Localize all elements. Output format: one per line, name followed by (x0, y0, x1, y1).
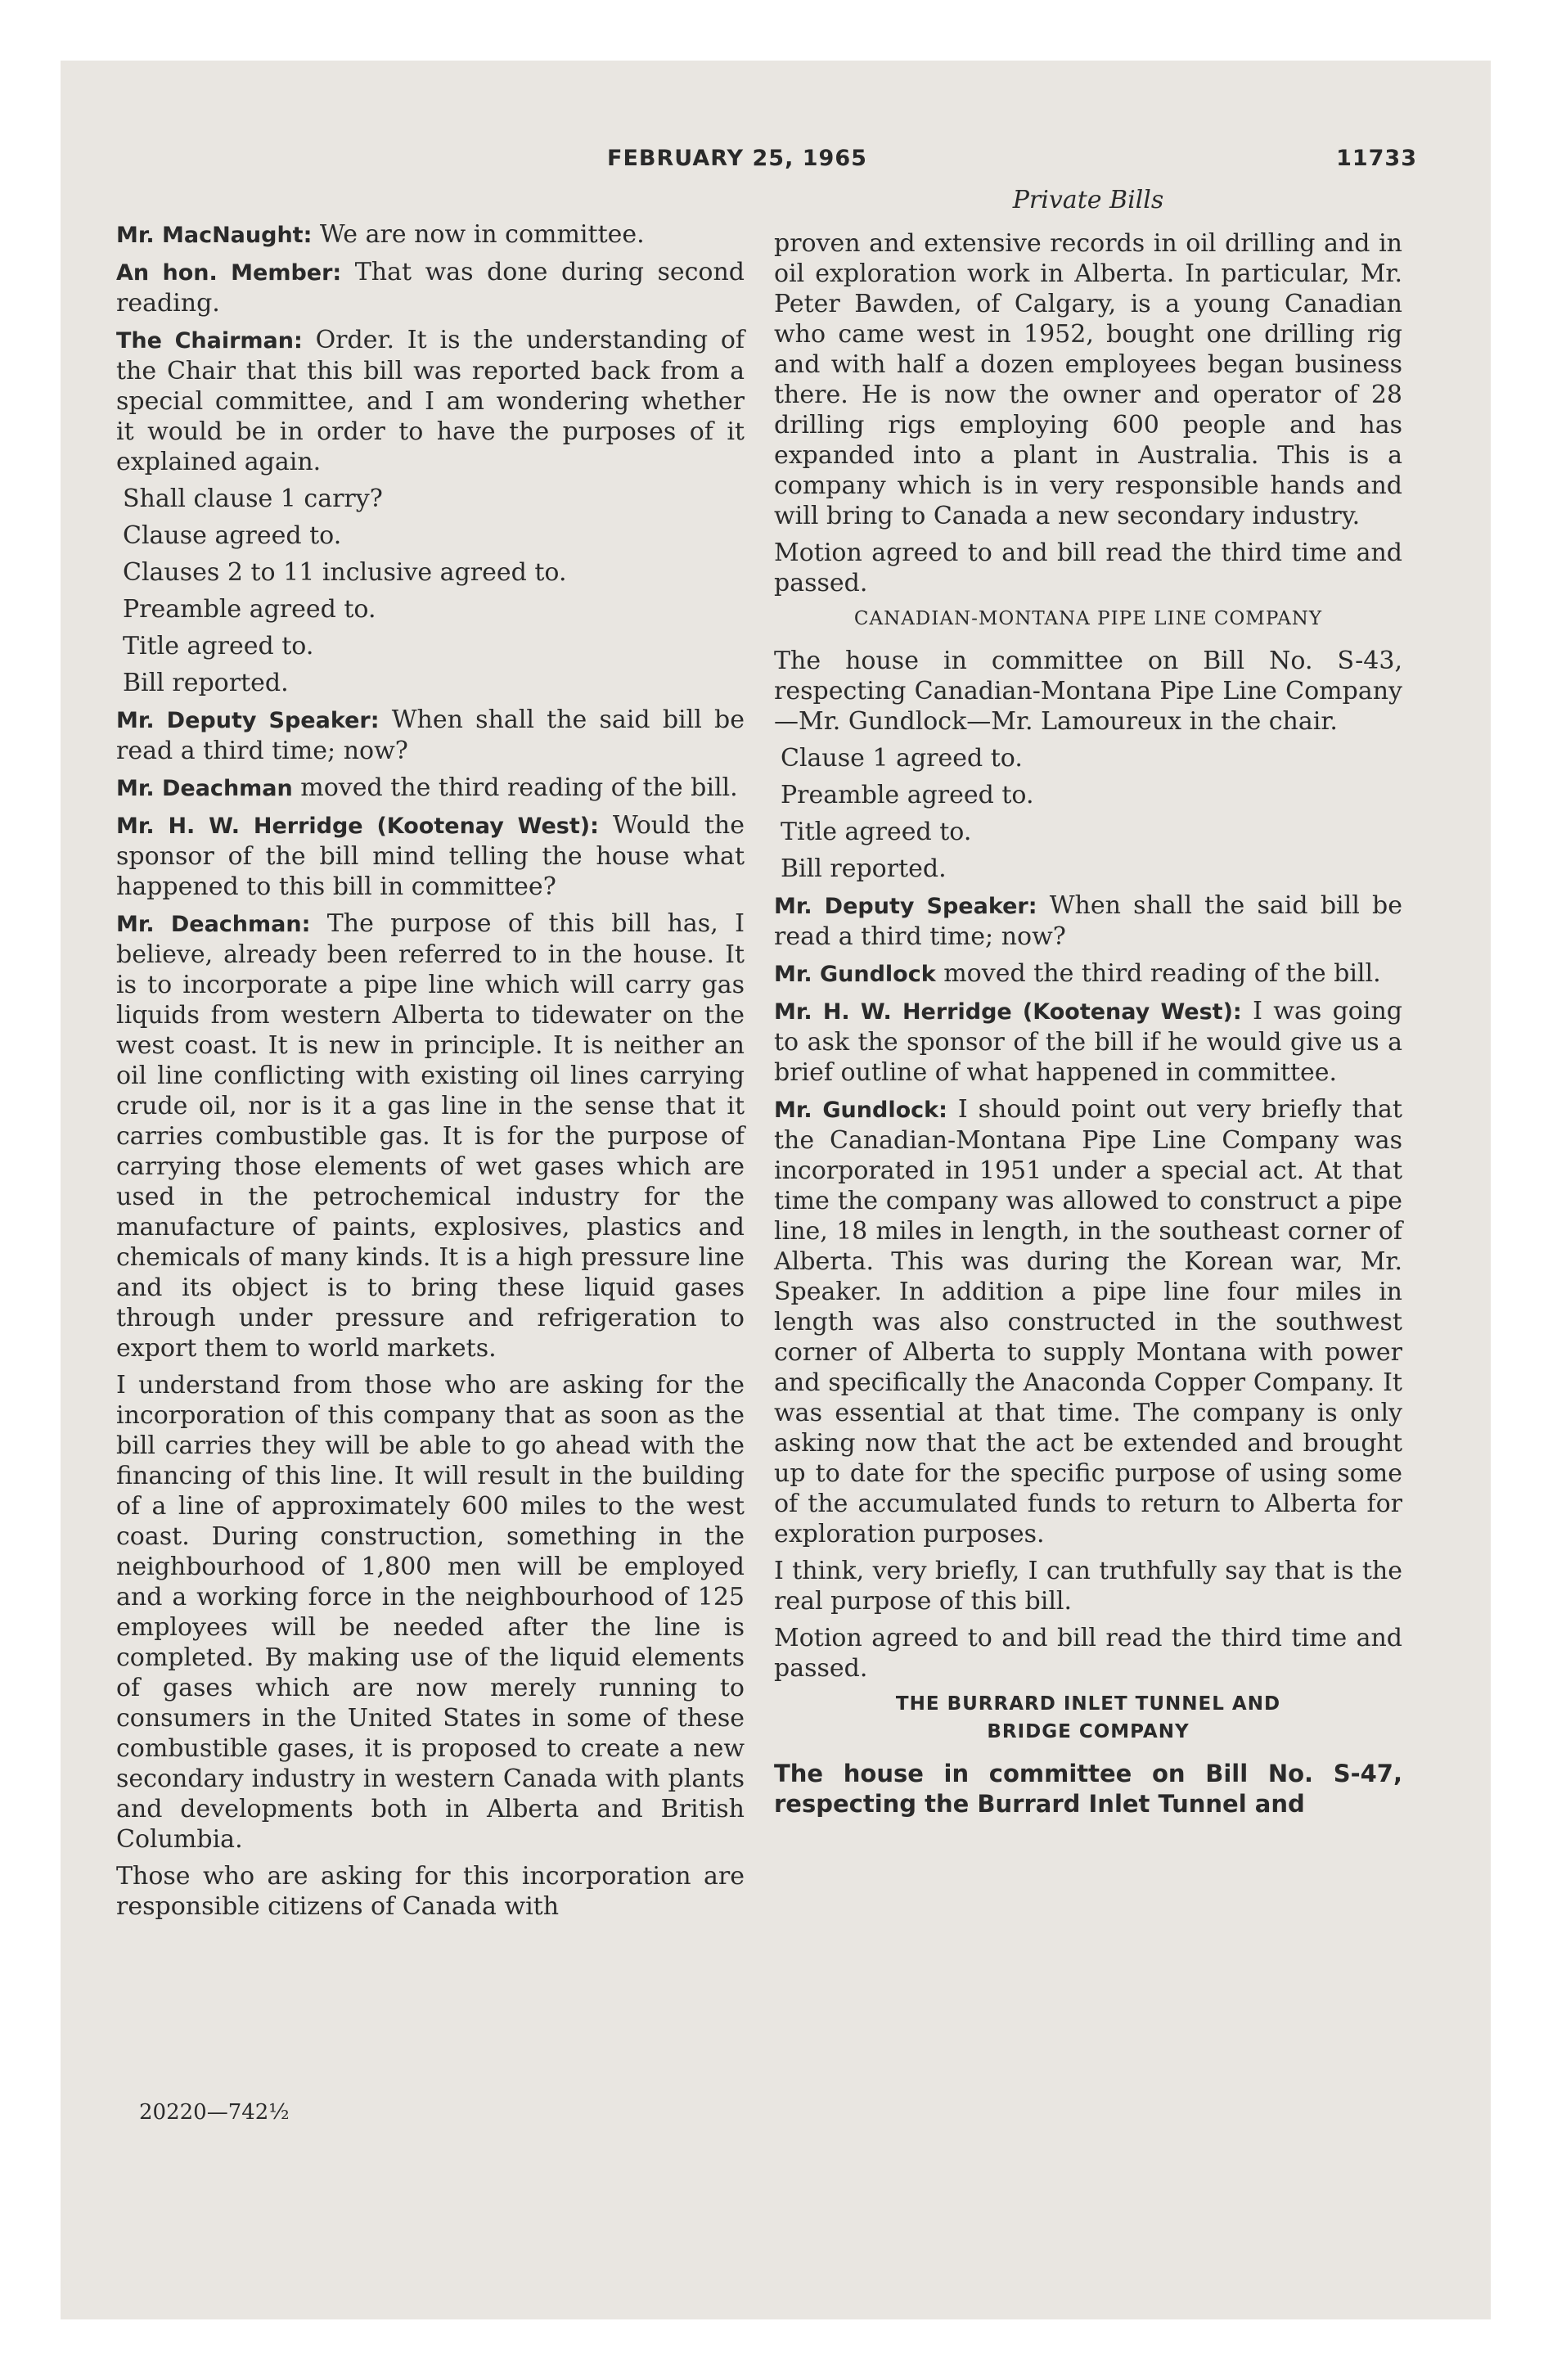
page-date: FEBRUARY 25, 1965 (607, 146, 867, 171)
speech-text: We are now in committee. (312, 220, 645, 249)
paragraph (116, 705, 745, 766)
procedure-line: Clause 1 agreed to. (781, 744, 1023, 773)
right-column (774, 185, 1402, 1826)
speaker-name: Mr. Deputy Speaker: (774, 894, 1037, 919)
speech-text: That was done during second reading. (116, 258, 745, 318)
paragraph (116, 257, 745, 318)
speaker-name: Mr. Gundlock: (774, 1098, 947, 1123)
paragraph (774, 958, 1402, 989)
paragraph (116, 219, 745, 250)
speaker-name: Mr. MacNaught: (116, 223, 313, 248)
speech-text: Would the sponsor of the bill mind telling the house what happened to this bill in committee? (116, 811, 745, 901)
heading-line: THE BURRARD INLET TUNNEL AND (895, 1693, 1281, 1715)
speech-text: I should point out very briefly that the Canadian-Montana Pipe Line Company was incorporated in 1951 under a special act. At that time the company was allowed to construct a pipe line, 18 miles in length, in the southeast corner of Alberta. This was during the Korean war, Mr. Speaker. In addition a pipe line four miles in length was also constructed in the southwest corner of Alberta to supply Montana with power and specifically the Anaconda Copper Company. It was essential at that time. The company is only asking now that the act be extended and brought up to date for the specific purpose of using some of the accumulated funds to return to Alberta for exploration purposes. (774, 1095, 1402, 1548)
speaker-name: Mr. Gundlock (774, 962, 936, 987)
paragraph: proven and extensive records in oil drilling and in oil exploration work in Alberta. In particular, Mr. Peter Bawden, of Calgary, is a young Canadian who came west in 1952, bought one drilling rig and with half a dozen employees began business there. He is now the owner and operator of 28 drilling rigs employing 600 people and has expanded into a plant in Australia. This is a company which is in very responsible hands and will bring to Canada a new secondary industry. (774, 229, 1402, 530)
speech-text: moved the third reading of the bill. (935, 959, 1381, 988)
paragraph (116, 773, 745, 804)
paragraph (774, 890, 1402, 952)
heading-line: BRIDGE COMPANY (987, 1721, 1190, 1742)
speaker-name: Mr. Deachman: (116, 912, 311, 937)
procedure-line: Bill reported. (123, 669, 289, 697)
footer-code: 20220—742½ (139, 2100, 290, 2125)
section-heading (774, 1690, 1402, 1746)
procedure-line: Clauses 2 to 11 inclusive agreed to. (123, 558, 567, 587)
speaker-name: Mr. H. W. Herridge (Kootenay West): (774, 999, 1242, 1025)
procedure-line: Clause agreed to. (123, 521, 342, 550)
speaker-name: Mr. Deachman (116, 776, 293, 801)
left-column (116, 219, 745, 1928)
procedure-line: Preamble agreed to. (123, 595, 376, 624)
paragraph: Those who are asking for this incorporation are responsible citizens of Canada with (116, 1862, 745, 1921)
paragraph (116, 325, 745, 477)
paragraph (774, 996, 1402, 1088)
procedure-line: Title agreed to. (781, 818, 972, 846)
section-heading: CANADIAN-MONTANA PIPE LINE COMPANY (853, 608, 1323, 629)
speech-text: I was going to ask the sponsor of the bill if he would give us a brief outline of what happened in committee. (774, 997, 1402, 1087)
paragraph (116, 908, 745, 1364)
paragraph (116, 810, 745, 902)
speech-text: When shall the said bill be read a third time; now? (116, 705, 745, 765)
paragraph: I think, very briefly, I can truthfully say that is the real purpose of this bill. (774, 1557, 1402, 1616)
paragraph: The house in committee on Bill No. S-43, respecting Canadian-Montana Pipe Line Company—Mr. Gundlock—Mr. Lamoureux in the chair. (774, 647, 1402, 736)
procedure-line: Shall clause 1 carry? (123, 485, 383, 513)
paragraph: The house in committee on Bill No. S-47, respecting the Burrard Inlet Tunnel and (774, 1760, 1402, 1818)
procedure-line: Title agreed to. (123, 632, 314, 660)
speech-text: Order. It is the understanding of the Chair that this bill was reported back from a special committee, and I am wondering whether it would be in order to have the purposes of it explained again. (116, 326, 745, 476)
running-head: Private Bills (1012, 186, 1164, 214)
speaker-name: Mr. Deputy Speaker: (116, 708, 380, 733)
page-header (116, 146, 1417, 187)
procedure-line: Preamble agreed to. (781, 781, 1034, 809)
speaker-name: Mr. H. W. Herridge (Kootenay West): (116, 814, 599, 839)
speaker-name: The Chairman: (116, 328, 303, 354)
speaker-name: An hon. Member: (116, 260, 342, 286)
procedure-line: Bill reported. (781, 854, 947, 883)
paragraph: Motion agreed to and bill read the third time and passed. (774, 539, 1402, 597)
speech-text: When shall the said bill be read a third time; now? (774, 891, 1402, 951)
paragraph: Motion agreed to and bill read the third time and passed. (774, 1624, 1402, 1683)
speech-text: moved the third reading of the bill. (292, 773, 738, 802)
speech-text: The purpose of this bill has, I believe, already been referred to in the house. It is to incorporate a pipe line which will carry gas liquids from western Alberta to tidewater on the west coast. It is new in principle. It is neither an oil line conflicting with existing oil lines carrying crude oil, nor is it a gas line in the sense that it carries combustible gas. It is for the purpose of carrying those elements of wet gases which are used in the petrochemical industry for the manufacture of paints, explosives, plastics and chemicals of many kinds. It is a high pressure line and its object is to bring these liquid gases through under pressure and refrigeration to export them to world markets. (116, 909, 745, 1363)
paragraph: I understand from those who are asking for the incorporation of this company that as soon as the bill carries they will be able to go ahead with the financing of this line. It will result in the building of a line of approximately 600 miles to the west coast. During construction, something in the neighbourhood of 1,800 men will be employed and a working force in the neighbourhood of 125 employees will be needed after the line is completed. By making use of the liquid elements of gases which are now merely running to consumers in the United States in some of these combustible gases, it is proposed to create a new secondary industry in western Canada with plants and developments both in Alberta and British Columbia. (116, 1371, 745, 1854)
paragraph (774, 1094, 1402, 1549)
page-number: 11733 (1336, 146, 1417, 171)
